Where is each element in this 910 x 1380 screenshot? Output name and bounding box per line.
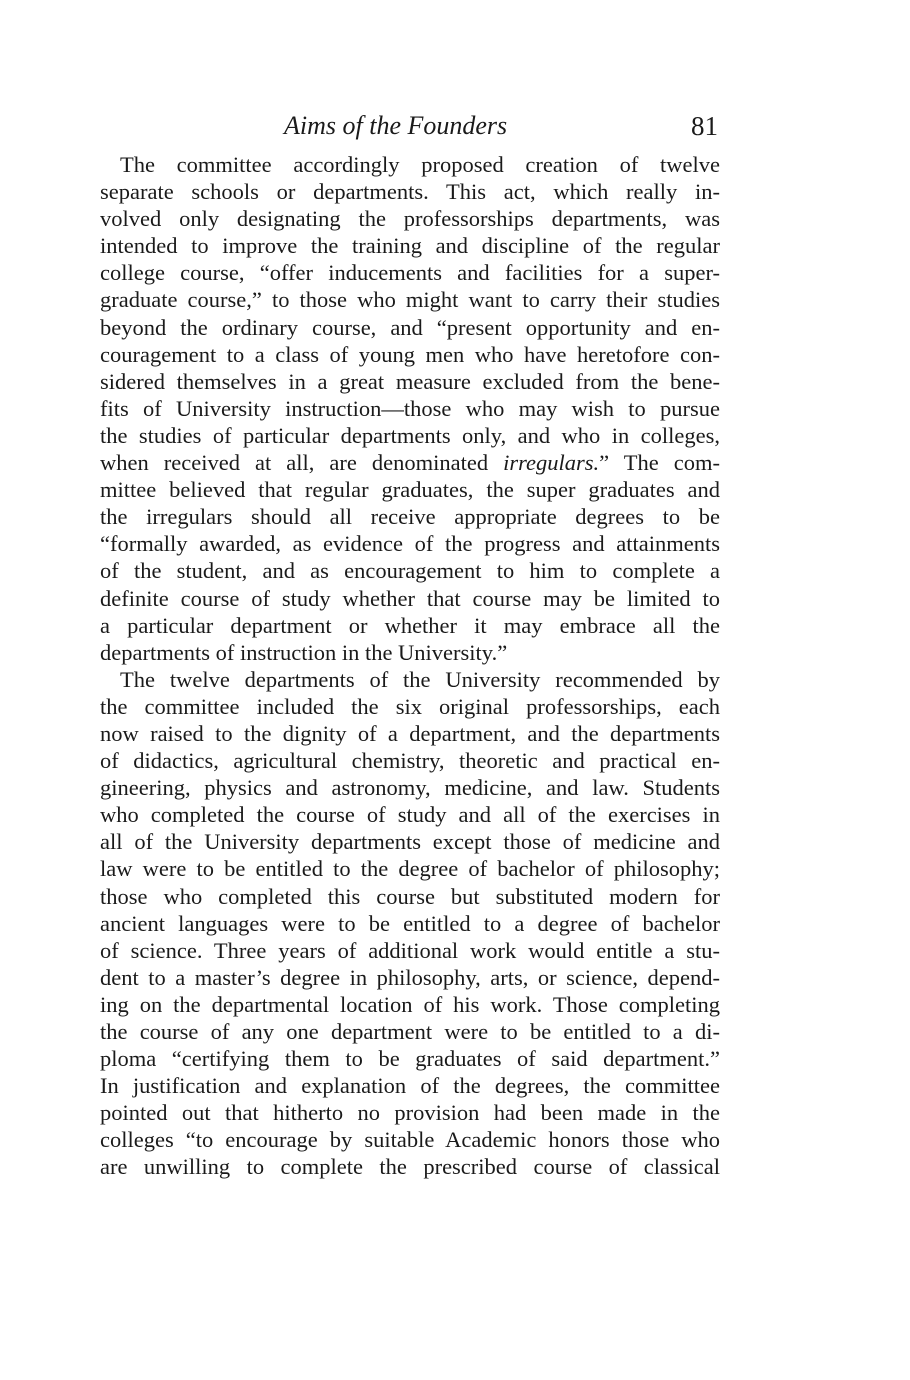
text-line: mittee believed that regular graduates, the super graduates and — [100, 477, 720, 503]
text-line: college course, “offer inducements and facilities for a super- — [100, 260, 720, 286]
text-line: departments of instruction in the University.” — [100, 639, 508, 665]
text-line: sidered themselves in a great measure excluded from the bene- — [100, 368, 720, 394]
text-line: In justification and explanation of the degrees, the committee — [100, 1073, 720, 1099]
italic-term: irregulars. — [503, 450, 600, 476]
text-line: The committee accordingly proposed creation of twelve — [120, 152, 720, 177]
text-line: law were to be entitled to the degree of bachelor of philosophy; — [100, 856, 720, 882]
text-line: beyond the ordinary course, and “present opportunity and en- — [100, 314, 720, 340]
text-line: the course of any one department were to be entitled to a di- — [100, 1019, 720, 1044]
text-line: separate schools or departments. This act, which really in- — [100, 179, 720, 205]
text-line: graduate course,” to those who might want to carry their studies — [100, 287, 720, 313]
text-line: ancient languages were to be entitled to a degree of bachelor — [100, 910, 720, 936]
running-title: Aims of the Founders — [284, 111, 508, 140]
text-line: definite course of study whether that course may be limited to — [100, 585, 720, 611]
running-head — [100, 106, 720, 146]
text-fragment: when received at all, are denominated — [100, 450, 504, 476]
text-line: the irregulars should all receive appropriate degrees to be — [100, 504, 720, 530]
text-line: The twelve departments of the University recommended by — [120, 666, 720, 692]
text-line: who completed the course of study and all of the exercises in — [100, 802, 720, 828]
text-line: the committee included the six original professorships, each — [100, 693, 720, 719]
text-line: intended to improve the training and discipline of the regular — [100, 233, 720, 259]
text-line: the studies of particular departments only, and who in colleges, — [100, 422, 720, 448]
body-text — [100, 151, 720, 1181]
text-line-with-italic — [100, 449, 720, 476]
text-line: fits of University instruction—those who may wish to pursue — [100, 395, 720, 421]
text-line: “formally awarded, as evidence of the progress and attainments — [100, 531, 720, 557]
text-fragment: ” The com- — [599, 450, 720, 476]
paragraph-1 — [100, 151, 720, 666]
page-number: 81 — [691, 111, 718, 141]
text-line: dent to a master’s degree in philosophy, arts, or science, depend- — [100, 964, 720, 990]
text-line: ing on the departmental location of his work. Those completing — [100, 991, 720, 1017]
text-line: couragement to a class of young men who have heretofore con- — [100, 341, 720, 367]
text-line: now raised to the dignity of a department, and the departments — [100, 720, 720, 746]
text-line: all of the University departments except those of medicine and — [100, 829, 720, 855]
text-line: colleges “to encourage by suitable Academic honors those who — [100, 1127, 720, 1153]
text-line: of didactics, agricultural chemistry, theoretic and practical en- — [100, 748, 720, 774]
text-line: ploma “certifying them to be graduates of said department.” — [100, 1046, 720, 1072]
text-line: of science. Three years of additional work would entitle a stu- — [100, 937, 720, 963]
text-line: volved only designating the professorships departments, was — [100, 206, 720, 232]
text-line: are unwilling to complete the prescribed course of classical — [100, 1154, 720, 1180]
text-line: those who completed this course but substituted modern for — [100, 883, 720, 909]
text-line: of the student, and as encouragement to him to complete a — [100, 558, 720, 584]
text-line: pointed out that hitherto no provision had been made in the — [100, 1100, 720, 1126]
paragraph-2 — [100, 666, 720, 1181]
text-line: gineering, physics and astronomy, medicine, and law. Students — [100, 775, 720, 801]
text-line: a particular department or whether it may embrace all the — [100, 612, 720, 638]
